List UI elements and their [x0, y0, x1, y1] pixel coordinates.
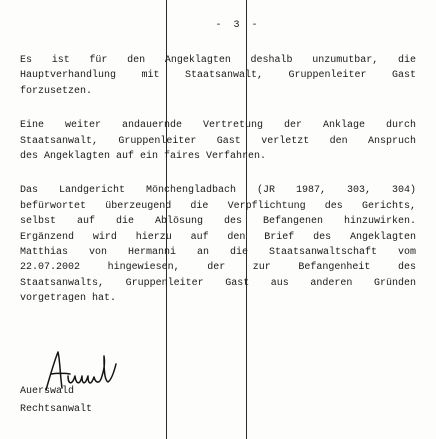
page-number: - 3 -: [215, 20, 261, 31]
text-line: 22.07.2002 hingewiesen, der zur Befangenheit des: [20, 262, 416, 274]
text-line: vorgetragen hat.: [20, 293, 117, 305]
letter-body: [20, 53, 416, 325]
text-line: forzusetzen.: [20, 85, 93, 97]
signer-title: Rechtsanwalt: [20, 404, 93, 415]
text-line: befürwortet überzeugend die Verpflichtung des Gerichts,: [20, 200, 416, 212]
signer-name: Auerswald: [20, 386, 75, 397]
text-line: selbst auf die Ablösung des Befangenen hinzuwirken.: [20, 216, 416, 228]
text-line: Matthias von Hermanni an die Staatsanwaltschaft vom: [20, 246, 416, 258]
paragraph-2: [20, 118, 416, 164]
text-line: des Angeklagten auf ein faires Verfahren.: [20, 150, 267, 162]
paragraph-1: [20, 53, 416, 99]
text-line: Ergänzend wird hierzu auf den Brief des Angeklagten: [20, 231, 416, 243]
text-line: Hauptverhandlung mit Staatsanwalt, Gruppenleiter Gast: [20, 70, 416, 82]
text-line: Eine weiter andauernde Vertretung der Anklage durch: [20, 120, 416, 132]
text-line: Staatsanwalt, Gruppenleiter Gast verletzt den Anspruch: [20, 135, 416, 147]
text-line: Es ist für den Angeklagten deshalb unzumutbar, die: [20, 55, 416, 66]
text-line: Staatsanwalts, Gruppenleiter Gast aus anderen Gründen: [20, 277, 416, 289]
text-line: Das Landgericht Mönchengladbach (JR 1987, 303, 304): [20, 185, 416, 197]
paragraph-3: [20, 183, 416, 306]
